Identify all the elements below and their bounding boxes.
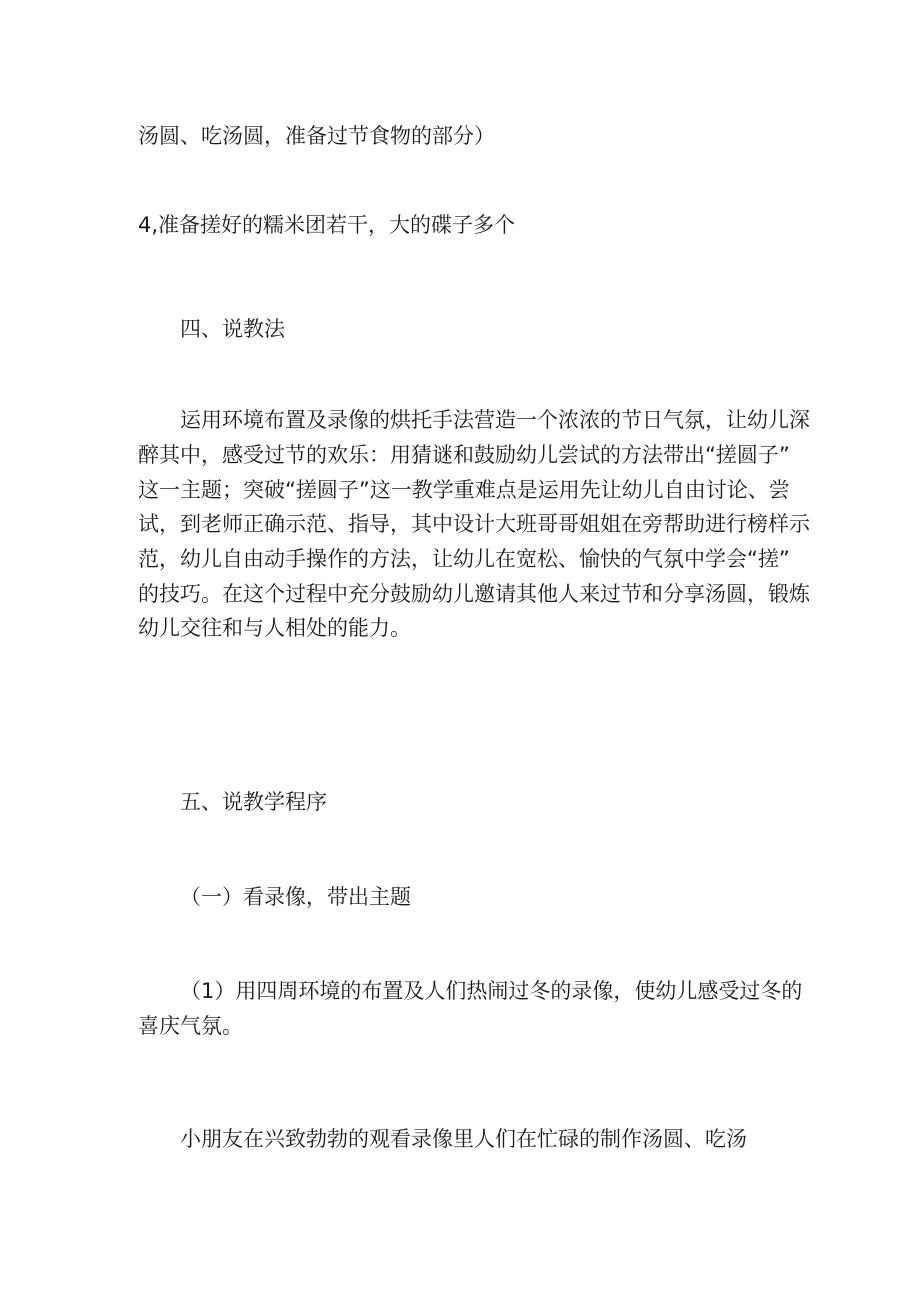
paragraph-line: 的技巧。在这个过程中充分鼓励幼儿邀请其他人来过节和分享汤圆，锻炼	[138, 582, 810, 606]
paragraph-line: 运用环境布置及录像的烘托手法营造一个浓浓的节日气氛，让幼儿深	[180, 408, 810, 432]
paragraph-line: 醉其中，感受过节的欢乐：用猜谜和鼓励幼儿尝试的方法带出“搓圆子”	[138, 443, 790, 467]
paragraph-line: 这一主题；突破“搓圆子”这一教学重难点是运用先让幼儿自由讨论、尝	[138, 478, 790, 502]
subsection-heading: （一）看录像，带出主题	[180, 885, 411, 909]
paragraph-line: （1）用四周环境的布置及人们热闹过冬的录像，使幼儿感受过冬的	[180, 979, 803, 1003]
paragraph-line: 小朋友在兴致勃勃的观看录像里人们在忙碌的制作汤圆、吃汤	[180, 1127, 747, 1151]
section-heading: 五、说教学程序	[180, 790, 327, 814]
section-heading: 四、说教法	[180, 317, 285, 341]
text-line: 汤圆、吃汤圆，准备过节食物的部分）	[138, 124, 495, 148]
paragraph-line: 试，到老师正确示范、指导，其中设计大班哥哥姐姐在旁帮助进行榜样示	[138, 512, 810, 536]
paragraph-line: 幼儿交往和与人相处的能力。	[138, 616, 411, 640]
paragraph-line: 喜庆气氛。	[138, 1014, 243, 1038]
list-item: 4,准备搓好的糯米团若干，大的碟子多个	[138, 213, 516, 237]
paragraph-line: 范，幼儿自由动手操作的方法，让幼儿在宽松、愉快的气氛中学会“搓”	[138, 547, 790, 571]
